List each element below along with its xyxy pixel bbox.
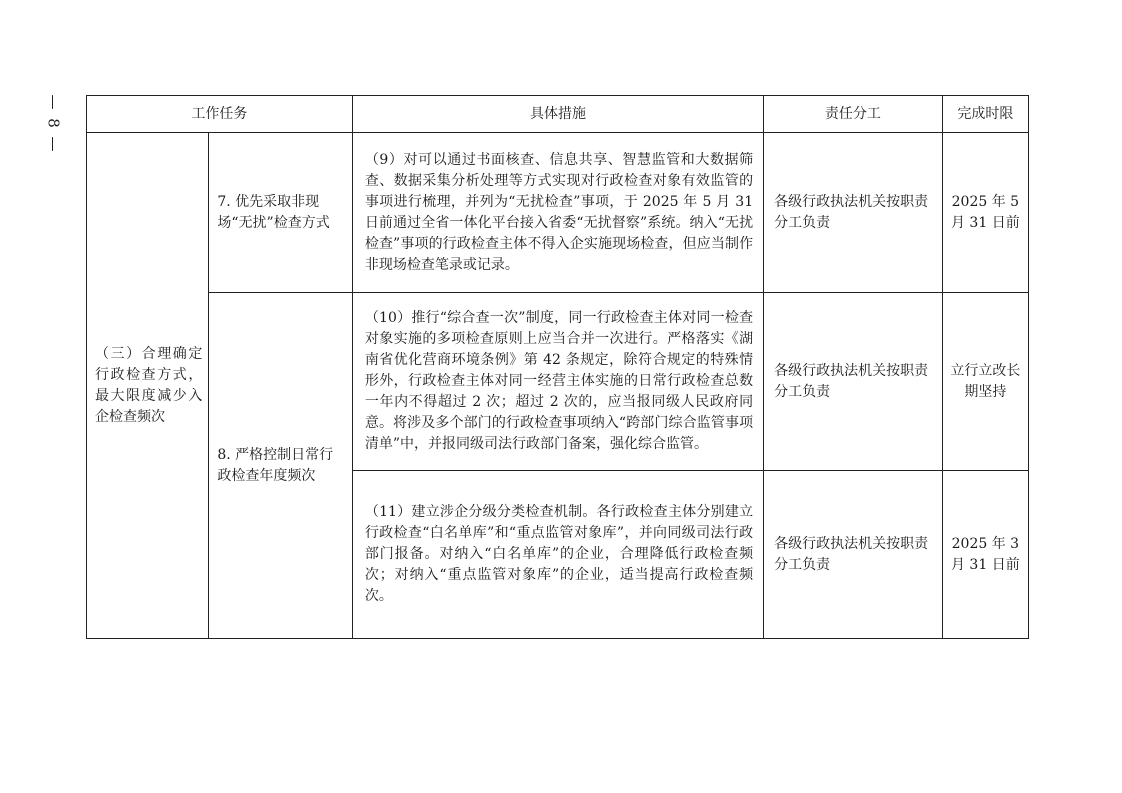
task-group-text: （三）合理确定行政检查方式，最大限度减少入企检查频次: [95, 345, 203, 425]
measure-text: （10）推行“综合查一次”制度，同一行政检查主体对同一检查对象实施的多项检查原则上应当合并一次进行。严格落实《湖南省优化营商环境条例》第 42 条规定，除符合规定的特殊情形外，行政检查主体对同一经营主体实施的日常行政检查总数一年内不得超过 2 次；超过 2 次的，应当报同级人民政府同意。将涉及多个部门的行政检查事项纳入“跨部门综合监管事项清单”中，并报同级司法行政部门备案，强化综合监管。: [364, 310, 754, 452]
measure-text: （9）对可以通过书面核查、信息共享、智慧监管和大数据筛查、数据采集分析处理等方式实现对行政检查对象有效监管的事项进行梳理，并列为“无扰检查”事项，于 2025 年 5 月 31 日前通过全省一体化平台接入省委“无扰督察”系统。纳入“无扰检查”事项的行政检查主体不得入企实施现场检查，但应当制作非现场检查笔录或记录。: [364, 151, 754, 273]
duty-cell: [764, 133, 943, 293]
table-header-row: [87, 96, 1029, 133]
subtask-text: 8. 严格控制日常行政检查年度频次: [217, 446, 334, 484]
header-deadline: 完成时限: [942, 96, 1028, 133]
measure-cell: [352, 293, 763, 471]
measure-text: （11）建立涉企分级分类检查机制。各行政检查主体分别建立行政检查“白名单库”和“重点监管对象库”，并向同级司法行政部门报备。对纳入“白名单库”的企业，合理降低行政检查频次；对纳入“重点监管对象库”的企业，适当提高行政检查频次。: [364, 504, 754, 604]
header-measure: 具体措施: [352, 96, 763, 133]
deadline-cell: [942, 293, 1028, 471]
header-task: 工作任务: [87, 96, 353, 133]
measure-cell: [352, 471, 763, 639]
deadline-text: 2025 年 3 月 31 日前: [950, 535, 1020, 573]
page-number-text: — 8 —: [45, 94, 63, 154]
page-number: [44, 94, 64, 154]
task-group-cell: [87, 133, 209, 639]
header-duty: 责任分工: [764, 96, 943, 133]
duty-cell: [764, 471, 943, 639]
task-table: [86, 95, 1029, 639]
subtask-cell: [209, 133, 352, 293]
subtask-text: 7. 优先采取非现场“无扰”检查方式: [217, 193, 330, 231]
deadline-text: 立行立改长期坚持: [950, 362, 1021, 400]
duty-text: 各级行政执法机关按职责分工负责: [774, 535, 929, 573]
table-row: [87, 133, 1029, 293]
table-row: [87, 293, 1029, 471]
deadline-cell: [942, 471, 1028, 639]
deadline-cell: [942, 133, 1028, 293]
subtask-cell: [209, 293, 352, 639]
duty-text: 各级行政执法机关按职责分工负责: [774, 362, 929, 400]
duty-cell: [764, 293, 943, 471]
duty-text: 各级行政执法机关按职责分工负责: [774, 193, 929, 231]
deadline-text: 2025 年 5 月 31 日前: [950, 193, 1020, 231]
measure-cell: [352, 133, 763, 293]
